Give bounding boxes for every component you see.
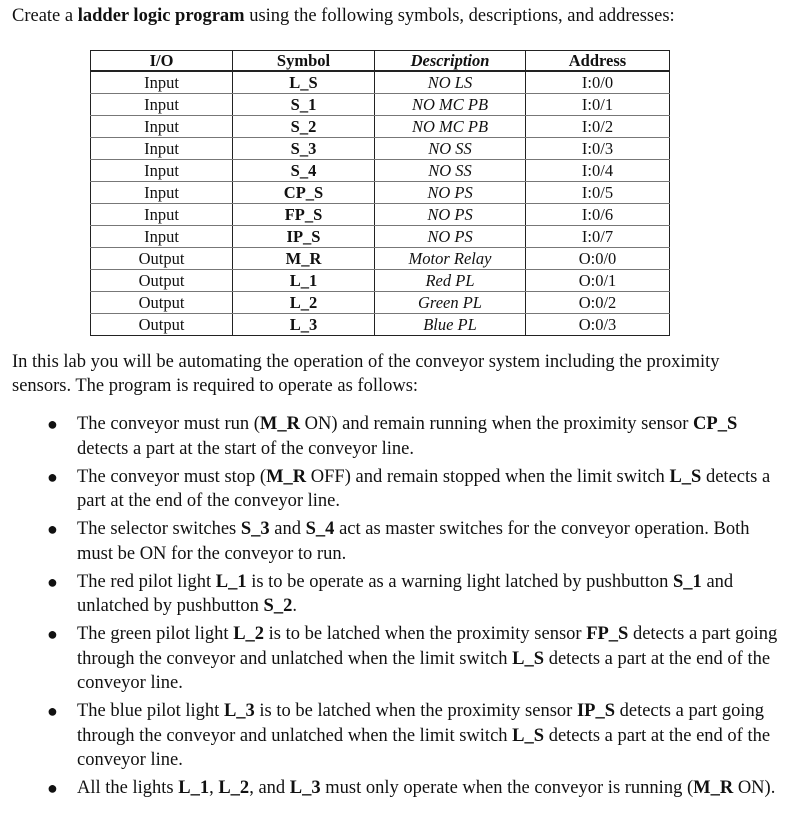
- cell-symbol: S_1: [233, 94, 375, 116]
- bullet-icon: ●: [47, 519, 58, 539]
- requirement-text: and unlatched by pushbutton: [77, 571, 734, 616]
- cell-address: O:0/0: [526, 248, 670, 270]
- table-row: [91, 160, 670, 182]
- header-address: Address: [526, 51, 670, 72]
- requirement-symbol: S_3: [240, 519, 270, 539]
- cell-address: O:0/2: [526, 292, 670, 314]
- requirement-text: detects a part going through the conveyor and unlatched when the limit switch: [77, 701, 764, 746]
- table-row: [91, 270, 670, 292]
- requirement-text: The green pilot light: [77, 624, 234, 644]
- requirement-symbol: L_2: [218, 778, 250, 798]
- requirement-text: .: [292, 596, 297, 616]
- intro-prefix: Create a: [12, 6, 78, 26]
- table-body: [91, 71, 670, 336]
- requirement-text: , and: [249, 778, 290, 798]
- requirement-symbol: M_R: [266, 466, 307, 487]
- requirement-item: [0, 465, 797, 514]
- table-row: [91, 204, 670, 226]
- intro-bold: ladder logic program: [77, 6, 245, 26]
- header-io: I/O: [91, 51, 233, 72]
- cell-io: Output: [91, 314, 233, 336]
- table-row: [91, 71, 670, 94]
- requirement-text: OFF) and remain stopped when the limit switch: [306, 466, 670, 487]
- cell-address: I:0/5: [526, 182, 670, 204]
- requirement-text: All the lights: [77, 778, 179, 798]
- table-row: [91, 248, 670, 270]
- cell-description: NO SS: [375, 138, 526, 160]
- cell-address: O:0/1: [526, 270, 670, 292]
- cell-address: I:0/0: [526, 71, 670, 94]
- requirement-text: The conveyor must run (: [77, 414, 260, 434]
- bullet-icon: ●: [47, 466, 58, 487]
- requirement-item: [0, 776, 797, 801]
- table-row: [91, 116, 670, 138]
- requirement-text: ON).: [733, 778, 776, 798]
- cell-io: Input: [91, 204, 233, 226]
- cell-description: NO SS: [375, 160, 526, 182]
- lab-paragraph: In this lab you will be automating the operation of the conveyor system including the proximity sensors. The program is required to operate as follows:: [12, 352, 720, 396]
- cell-description: Green PL: [375, 292, 526, 314]
- cell-description: NO PS: [375, 226, 526, 248]
- bullet-icon: ●: [47, 571, 58, 592]
- requirement-text: detects a part going through the conveyor and unlatched when the limit switch: [77, 624, 778, 669]
- bullet-icon: ●: [47, 414, 58, 434]
- requirements-list: [0, 412, 797, 804]
- header-symbol: Symbol: [233, 51, 375, 72]
- cell-symbol: FP_S: [233, 204, 375, 226]
- requirement-symbol: S_4: [305, 519, 335, 539]
- requirement-item: [0, 517, 797, 566]
- table-row: [91, 226, 670, 248]
- requirement-symbol: S_1: [673, 571, 702, 592]
- bullet-icon: ●: [47, 701, 58, 721]
- requirement-item: [0, 570, 797, 619]
- cell-io: Output: [91, 270, 233, 292]
- requirement-text: ON) and remain running when the proximity sensor: [299, 414, 694, 434]
- cell-address: I:0/2: [526, 116, 670, 138]
- requirement-text: The red pilot light: [77, 571, 216, 592]
- requirement-text: The blue pilot light: [77, 701, 224, 721]
- table-row: [91, 182, 670, 204]
- requirement-text: and: [269, 519, 306, 539]
- table-row: [91, 314, 670, 336]
- cell-symbol: S_4: [233, 160, 375, 182]
- table-row: [91, 94, 670, 116]
- requirement-symbol: L_3: [289, 778, 321, 798]
- table-row: [91, 292, 670, 314]
- requirement-text: detects a part at the end of the conveyor line.: [77, 466, 771, 511]
- cell-symbol: S_2: [233, 116, 375, 138]
- cell-io: Input: [91, 138, 233, 160]
- requirement-text: act as master switches for the conveyor operation. Both must be ON for the conveyor to run.: [77, 519, 750, 564]
- intro-line: [12, 5, 675, 27]
- requirement-symbol: L_2: [233, 624, 265, 644]
- cell-description: NO MC PB: [375, 116, 526, 138]
- requirement-text: ,: [209, 778, 219, 798]
- cell-address: I:0/7: [526, 226, 670, 248]
- cell-address: I:0/6: [526, 204, 670, 226]
- requirement-item: [0, 622, 797, 696]
- table-header-row: [91, 51, 670, 72]
- cell-address: O:0/3: [526, 314, 670, 336]
- requirement-symbol: S_2: [263, 596, 293, 616]
- requirement-text: The selector switches: [77, 519, 241, 539]
- bullet-icon: ●: [47, 624, 58, 644]
- cell-address: I:0/4: [526, 160, 670, 182]
- requirement-symbol: L_1: [178, 778, 210, 798]
- requirement-text: detects a part at the end of the conveyor line.: [77, 725, 771, 770]
- cell-description: Motor Relay: [375, 248, 526, 270]
- cell-symbol: M_R: [233, 248, 375, 270]
- requirement-text: detects a part at the end of the conveyor line.: [77, 648, 771, 693]
- requirement-symbol: L_S: [512, 725, 545, 746]
- requirement-text: The conveyor must stop (: [77, 466, 267, 487]
- requirement-symbol: M_R: [259, 414, 300, 434]
- cell-description: NO PS: [375, 182, 526, 204]
- requirement-text: is to be latched when the proximity sensor: [254, 701, 577, 721]
- cell-address: I:0/3: [526, 138, 670, 160]
- cell-io: Input: [91, 182, 233, 204]
- cell-symbol: S_3: [233, 138, 375, 160]
- requirement-symbol: L_1: [215, 571, 247, 592]
- cell-symbol: CP_S: [233, 182, 375, 204]
- cell-description: NO MC PB: [375, 94, 526, 116]
- cell-address: I:0/1: [526, 94, 670, 116]
- cell-symbol: L_2: [233, 292, 375, 314]
- cell-description: Red PL: [375, 270, 526, 292]
- cell-description: NO PS: [375, 204, 526, 226]
- table-row: [91, 138, 670, 160]
- intro-suffix: using the following symbols, descriptions, and addresses:: [244, 6, 675, 26]
- cell-description: Blue PL: [375, 314, 526, 336]
- cell-symbol: L_S: [233, 71, 375, 94]
- cell-io: Input: [91, 226, 233, 248]
- cell-symbol: L_3: [233, 314, 375, 336]
- bullet-icon: ●: [47, 778, 58, 798]
- header-description: Description: [375, 51, 526, 72]
- cell-io: Input: [91, 71, 233, 94]
- requirement-text: is to be latched when the proximity sensor: [264, 624, 587, 644]
- requirement-item: [0, 699, 797, 773]
- requirement-item: [0, 412, 797, 461]
- requirement-symbol: L_S: [512, 648, 545, 669]
- cell-io: Output: [91, 292, 233, 314]
- requirement-text: detects a part at the start of the conveyor line.: [77, 438, 414, 459]
- requirement-symbol: L_3: [223, 701, 255, 721]
- cell-io: Input: [91, 160, 233, 182]
- requirement-symbol: M_R: [693, 778, 734, 798]
- cell-description: NO LS: [375, 71, 526, 94]
- cell-symbol: IP_S: [233, 226, 375, 248]
- cell-symbol: L_1: [233, 270, 375, 292]
- requirement-symbol: CP_S: [693, 414, 738, 434]
- io-table: [90, 50, 670, 336]
- cell-io: Output: [91, 248, 233, 270]
- requirement-text: must only operate when the conveyor is running (: [320, 778, 694, 798]
- requirement-symbol: L_S: [669, 466, 702, 487]
- requirement-symbol: FP_S: [586, 624, 629, 644]
- cell-io: Input: [91, 116, 233, 138]
- cell-io: Input: [91, 94, 233, 116]
- requirement-symbol: IP_S: [576, 701, 615, 721]
- requirement-text: is to be operate as a warning light latched by pushbutton: [246, 571, 674, 592]
